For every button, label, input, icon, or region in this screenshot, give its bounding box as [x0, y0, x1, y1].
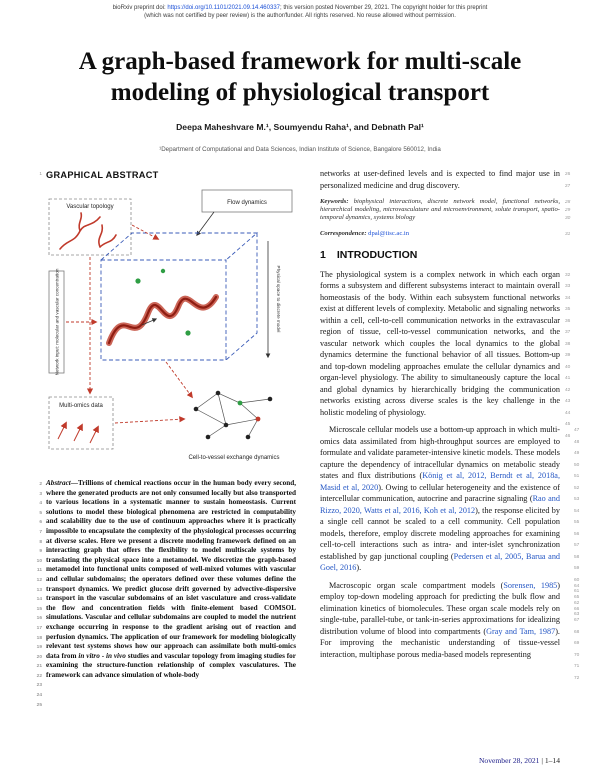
- network-input-box: [49, 268, 96, 375]
- line-number: 35: [565, 307, 571, 313]
- line-number: 40: [565, 364, 571, 370]
- line-number: 30: [565, 216, 571, 222]
- line-number: 11: [36, 568, 42, 574]
- text-segment: -: [99, 651, 106, 660]
- italic-text: in vivo: [105, 651, 126, 660]
- citation-link[interactable]: Sorensen, 1985: [503, 580, 558, 590]
- text-segment: ). Owing to cellular heterogeneity and the existence of intercellular communication, autocrine and paracrine signaling (: [320, 482, 560, 504]
- italic-text: in vitro: [78, 651, 100, 660]
- graph-node-icon: [194, 407, 199, 412]
- keywords-block: [320, 198, 571, 223]
- citation-link[interactable]: Pedersen et al, 2005, Barua and Goel, 2016: [320, 551, 561, 573]
- abstract-continuation: [320, 168, 571, 191]
- graph-node-icon: [246, 435, 251, 440]
- line-number: 56: [574, 531, 580, 537]
- line-number: 8: [39, 539, 42, 545]
- text-segment: Macroscopic organ scale compartment models (: [329, 580, 504, 590]
- text-segment: ). For improving the mechanistic understanding of tissue-vessel interaction, multiphase porous media-based models representing: [320, 626, 560, 659]
- line-number: 42: [565, 387, 571, 393]
- graph-node-icon: [224, 423, 229, 428]
- line-number: 61: [574, 589, 580, 595]
- text-segment: studies and vascular topology from imaging studies for examining the structure-function relationship of complex vasculatures. The framework can advance simulation of whole-body: [46, 651, 296, 679]
- line-number: 29: [565, 208, 571, 214]
- line-number: 49: [574, 451, 580, 457]
- line-number: 44: [565, 410, 571, 416]
- line-number: 51: [574, 474, 580, 480]
- line-number: 1: [39, 172, 42, 177]
- line-number: 48: [574, 439, 580, 445]
- line-numbers: [565, 231, 578, 239]
- line-number: 41: [565, 376, 571, 382]
- line-number: 34: [565, 295, 571, 301]
- line-number: 3: [39, 491, 42, 497]
- line-number: 5: [39, 510, 42, 516]
- graph-node-icon: [268, 397, 273, 402]
- abstract-body: [46, 479, 296, 679]
- line-number: 10: [36, 558, 42, 564]
- line-number: 58: [574, 554, 580, 560]
- line-number: 64: [574, 583, 580, 589]
- cell-dot-icon: [185, 330, 190, 335]
- line-numbers: [565, 199, 578, 224]
- graph-node-icon: [256, 417, 261, 422]
- physical-space-label-group: [268, 241, 281, 357]
- figure-label-vascular-topology: Vascular topology: [66, 204, 114, 210]
- introduction-heading-title: INTRODUCTION: [336, 248, 418, 261]
- line-number: 13: [36, 587, 42, 593]
- line-number: 57: [574, 543, 580, 549]
- line-number: 68: [574, 629, 580, 635]
- line-number: 27: [565, 183, 571, 189]
- line-number: 19: [36, 645, 42, 651]
- line-number: 22: [36, 673, 42, 679]
- cell-dot-icon: [161, 269, 165, 273]
- line-number: 59: [574, 566, 580, 572]
- text-segment: Microscale cellular models use a bottom-up approach in which multi-omics data assimilated from high-throughput sources are employed to formulate and validate parameter-intensive kinetic models. These models capture the dependency of intracellular dynamics on metabolic steady states and flux distributions (: [320, 425, 560, 481]
- affiliation: ¹Department of Computational and Data Sciences, Indian Institute of Science, Bangalore 560012, India: [159, 146, 441, 153]
- banner-line2: (which was not certified by peer review) is the author/funder. All rights reserved. No reuse allowed without permission.: [144, 12, 456, 19]
- text-segment: Trillions of chemical reactions occur in the human body every second, where the generated products are not only consumed locally but also transported to various locations in a systematic manner to sustain homeostasis. Current solutions to model these biological phenomena are restricted in computability and scalability due to the use of continuum approaches where it is practically impossible to encapsulate the complexity of the physiological processes occurring at diverse scales. Here we present a discrete modeling framework defined on an interacting graph that offers the flexibility to model multiscale systems by translating the physical space into a metamodel. We discretize the graph-based metamodel into functional units composed of well-mixed volumes with vascular and cellular subdomains; the operators defined over these volumes define the transport dynamics. We predict glucose drift governed by advective-dispersive transport in the vascular subdomains of an islet vasculature and cross-validate the flow and concentration fields with finite-element based COMSOL simulations. Vascular and cellular subdomains are coupled to model the nutrient exchange occurring in response to the gradient arising out of reaction and perfusion dynamics. The application of our framework for modeling biologically relevant test systems shows how our approach can assimilate both multi-omics data from: [46, 479, 296, 660]
- line-number: 14: [36, 597, 42, 603]
- line-number: 53: [574, 497, 580, 503]
- omics-arrow-icon: [58, 423, 66, 439]
- line-numbers: [565, 581, 578, 685]
- paper-title: [40, 46, 560, 108]
- line-number: 71: [574, 664, 580, 670]
- keywords-text: biophysical interactions, discrete network model, functional networks, hierarchical modeling, microvasculature and microenvironment, solute transport, spatio-temporal dynamics, systems biology: [320, 198, 560, 222]
- line-number: 36: [565, 318, 571, 324]
- preprint-banner: [18, 5, 582, 20]
- line-number: 72: [574, 675, 580, 681]
- line-number: 18: [36, 635, 42, 641]
- line-number: 66: [574, 606, 580, 612]
- authors: Deepa Maheshvare M.¹, Soumyendu Raha¹, and Debnath Pal¹: [176, 122, 424, 132]
- figure-label-network-input: Network input: molecular and vascular concentration: [54, 268, 60, 376]
- introduction-heading: [320, 249, 560, 261]
- line-number: 4: [39, 501, 42, 507]
- line-number: 38: [565, 341, 571, 347]
- line-number: 69: [574, 641, 580, 647]
- text-segment: ), the response elicited by a single cell cannot be scaled to a cell community. Cell population models, therefore, employ discrete modeling approaches for examining cell-to-cell interactions such as intra- and inter-islet synchronization established by gap junctional coupling (: [320, 505, 560, 561]
- banner-line1: [18, 5, 582, 13]
- line-number: 55: [574, 520, 580, 526]
- line-number: 32: [565, 272, 571, 278]
- abstract-text: [36, 479, 296, 708]
- line-number: 31: [565, 231, 571, 237]
- left-column: [36, 168, 296, 708]
- introduction-heading-number: 1: [320, 248, 326, 261]
- citation-link[interactable]: König et al, 2012, Berndt et al, 2018a, Masid et al, 2020: [320, 471, 560, 492]
- line-number: 26: [565, 172, 571, 177]
- omics-arrow-icon: [74, 425, 82, 441]
- citation-link[interactable]: Gray and Tam, 1987: [486, 626, 556, 636]
- figure-label-multi-omics: Multi-omics data: [59, 403, 103, 409]
- footer-pages: 1–14: [544, 756, 560, 765]
- text-segment: ) employ top-down modeling approach for predicting the bulk flow and elimination kinetics of biomolecules. These organ scale models rely on single-tube, parallel-tube, or tank-in-series approximations for idealizing distribution volume of blood into compartments (: [320, 580, 561, 636]
- line-number: 25: [36, 702, 42, 708]
- line-number: 9: [39, 549, 42, 555]
- vascular-topology-box: [49, 199, 131, 255]
- line-number: 2: [39, 482, 42, 487]
- line-number: 23: [36, 683, 42, 689]
- figure-label-flow-dynamics: Flow dynamics: [227, 200, 267, 206]
- banner-suffix: ; this version posted November 29, 2021. The copyright holder for this preprint: [280, 5, 488, 11]
- line-number: 7: [39, 529, 42, 535]
- correspondence-block: [320, 229, 571, 238]
- flow-dynamics-box: [197, 190, 292, 235]
- correspondence-label: Correspondence:: [320, 229, 369, 237]
- line-number: 67: [574, 618, 580, 624]
- abstract-label: Abstract—: [46, 479, 78, 487]
- line-number: 12: [36, 577, 42, 583]
- doi-link[interactable]: https://doi.org/10.1101/2021.09.14.460337: [167, 5, 280, 11]
- citation-link[interactable]: Rao and Rizzo, 2020, Watts et al, 2016, Koh et al, 2012: [320, 494, 560, 515]
- line-number: 21: [36, 664, 42, 670]
- line-number: 6: [39, 520, 42, 526]
- figure-label-physical-space: Physical space to discrete model: [276, 265, 281, 333]
- line-number: 28: [565, 200, 571, 205]
- line-number: 33: [565, 284, 571, 290]
- graphical-abstract-heading: GRAPHICAL ABSTRACT: [46, 170, 159, 180]
- correspondence-email[interactable]: dpal@iisc.ac.in: [368, 229, 410, 237]
- line-number: 63: [574, 612, 580, 618]
- line-number: 54: [574, 508, 580, 514]
- line-number: 52: [574, 485, 580, 491]
- discrete-domain-box: [101, 233, 257, 360]
- footer-date: November 28, 2021: [478, 756, 540, 765]
- cell-dot-icon: [135, 278, 140, 283]
- line-numbers: [29, 169, 42, 181]
- title-line2: modeling of physiological transport: [110, 79, 490, 106]
- vascular-tree-illustration: [60, 213, 116, 249]
- line-number: 50: [574, 462, 580, 468]
- right-column: [320, 168, 580, 681]
- abstract-continuation-text: networks at user-defined levels and is expected to find major use in personalized medicine and drug discovery.: [320, 169, 560, 190]
- figure-label-cell-to-vessel: Cell-to-vessel exchange dynamics: [188, 455, 280, 461]
- line-number: 65: [574, 595, 580, 601]
- line-number: 60: [574, 577, 580, 583]
- line-number: 39: [565, 353, 571, 359]
- banner-prefix: bioRxiv preprint doi:: [112, 5, 168, 11]
- line-number: 24: [36, 693, 42, 699]
- line-number: 20: [36, 654, 42, 660]
- graph-node-icon: [206, 435, 211, 440]
- line-number: 15: [36, 606, 42, 612]
- line-number: 70: [574, 652, 580, 658]
- line-number: 45: [565, 422, 571, 428]
- omics-arrow-icon: [90, 427, 98, 443]
- line-number: 37: [565, 330, 571, 336]
- line-number: 43: [565, 399, 571, 405]
- vessel-network-illustration: [109, 297, 216, 343]
- line-number: 17: [36, 625, 42, 631]
- footer-separator: |: [541, 756, 543, 765]
- line-numbers: [565, 169, 578, 192]
- line-number: 47: [574, 428, 580, 434]
- title-line1: A graph-based framework for multi-scale: [78, 48, 522, 75]
- line-number: 62: [574, 600, 580, 606]
- multi-omics-box: [49, 397, 113, 449]
- flow-arrow-icon: [197, 212, 214, 235]
- graph-node-icon: [216, 391, 221, 396]
- line-number: 46: [565, 433, 571, 439]
- graphical-abstract-heading-row: [39, 168, 296, 181]
- intro-paragraph-1: [320, 269, 571, 439]
- keywords-label: Keywords:: [320, 198, 354, 205]
- line-numbers: [565, 270, 578, 443]
- line-number: 16: [36, 616, 42, 622]
- text-segment: ).: [356, 563, 362, 573]
- text-segment: The physiological system is a complex network in which each organ forms a subsystem and different subsystems interact to maintain overall homeostasis of the body. Within each subsystem functional networks exist at different levels of complexity. Metabolic and signaling networks within a cell, cell-to-cell communication networks in the extravascular region of tissue, cell-to-vessel communication networks, and the vascular network which couples the local dynamics to the global dynamics determine the functional behavior of all tissues. Bottom-up and top-down modeling approaches emulate the cellular dynamics and organ-level physiology. The ability to simultaneously capture the local and global dynamics by hierarchically bridging the communication networks existing across diverse scales is the key challenge in the holistic modeling of physiology.: [320, 269, 560, 417]
- page-footer: [479, 756, 560, 765]
- cell-vessel-graph: [188, 391, 279, 461]
- graphical-abstract-figure: [46, 185, 296, 472]
- line-numbers: [29, 480, 42, 710]
- graph-node-icon: [238, 401, 243, 406]
